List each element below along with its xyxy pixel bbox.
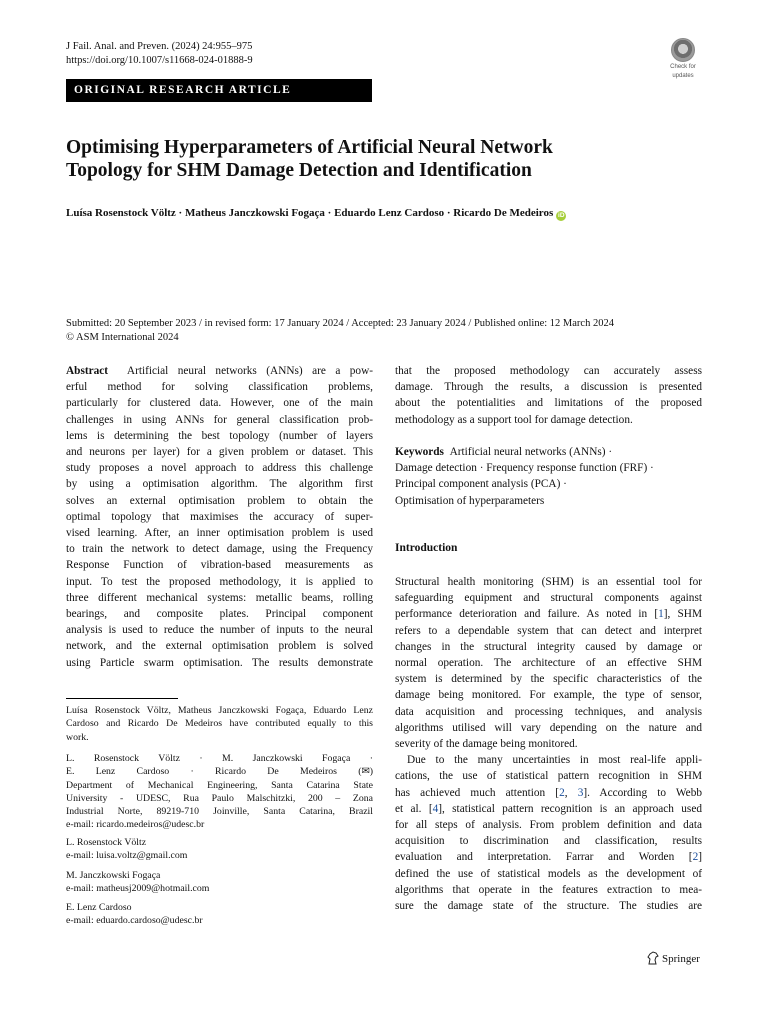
intro-line: changes in the structural integrity caused by damage or: [395, 640, 702, 653]
keywords-block: [395, 444, 702, 509]
title-line-2: Topology for SHM Damage Detection and Identification: [66, 160, 532, 181]
keywords-heading: Keywords: [395, 446, 444, 458]
abstract-line: erful method for solving classification problems,: [66, 381, 373, 394]
abstract-line: that the proposed methodology can accurately assess: [395, 365, 702, 377]
intro-line: algorithms utilised will vary depending on the nature and: [395, 721, 702, 734]
footnote-line: Luísa Rosenstock Völtz, Matheus Janczkowski Fogaça, Eduardo Lenz: [66, 705, 373, 716]
article-type-label: ORIGINAL RESEARCH ARTICLE: [74, 84, 292, 96]
contact-name: M. Janczkowski Fogaça: [66, 869, 161, 881]
introduction-body: [395, 574, 702, 914]
abstract-block: [66, 363, 373, 671]
affiliation-block: [66, 752, 373, 832]
intro-line: defined the use of statistical models as the development of: [395, 867, 702, 880]
abstract-continuation: [395, 363, 702, 428]
abstract-line: by using a optimisation algorithm. The algorithm first: [66, 478, 373, 491]
affiliation-line: University - UDESC, Rua Paulo Malschitzki, 200 – Zona: [66, 792, 373, 804]
citation-link[interactable]: 2: [692, 851, 699, 864]
equal-contribution-note: [66, 704, 373, 744]
abstract-line: three different mechanical systems: metallic beams, rolling: [66, 591, 373, 604]
keyword-line: Optimisation of hyperparameters: [395, 494, 545, 507]
intro-line: normal operation. The architecture of an effective SHM: [395, 657, 702, 670]
citation-link[interactable]: 1: [658, 608, 664, 621]
abstract-line: solves an external optimisation problem to obtain the: [66, 494, 373, 507]
copyright-line: © ASM International 2024: [66, 332, 179, 343]
intro-line: severity of the damage being monitored.: [395, 738, 578, 751]
check-for-updates-icon: [671, 38, 695, 62]
check-for-updates-badge[interactable]: [664, 38, 702, 79]
orcid-icon[interactable]: iD: [558, 212, 565, 219]
intro-line: data acquisition and processing techniques, and analysis: [395, 705, 702, 718]
keyword-line: Damage detection · Frequency response function (FRF) ·: [395, 462, 654, 475]
affiliation-line: L. Rosenstock Völtz · M. Janczkowski Fogaça ·: [66, 753, 373, 764]
abstract-line: and neurons per layer) for a given problem or dataset. This: [66, 446, 373, 459]
affiliation-line: Industrial Norte, 89219-710 Joinville, Santa Catarina, Brazil: [66, 806, 373, 818]
article-type-banner: [66, 79, 372, 102]
abstract-line: Response Function of vibration-based measurements as: [66, 559, 373, 572]
keyword-line: Principal component analysis (PCA) ·: [395, 478, 567, 491]
author-list: [66, 206, 716, 221]
intro-line: evaluation and interpretation. Farrar and Worden [2]: [395, 851, 702, 864]
abstract-line: Abstract Artificial neural networks (ANNs) are a pow-: [66, 365, 373, 377]
abstract-line: damage. Through the results, a discussion is presented: [395, 381, 702, 394]
citation-link[interactable]: 2: [559, 786, 565, 799]
abstract-line: vised learning. After, an inner optimisation problem is used: [66, 527, 373, 540]
abstract-line: input. To test the proposed methodology, it is applied to: [66, 575, 373, 588]
intro-line: damage being monitored. For example, the type of sensor,: [395, 689, 702, 702]
paper-title: [66, 136, 706, 182]
abstract-line: bearings, and composite plates. Principal component: [66, 608, 373, 621]
introduction-heading: Introduction: [395, 542, 458, 554]
abstract-line: about the potentialities and limitations of the proposed: [395, 397, 702, 410]
contact-name: E. Lenz Cardoso: [66, 902, 132, 914]
footnote-line: work.: [66, 731, 89, 743]
intro-line: for all steps of analysis. From problem definition and data: [395, 819, 702, 832]
intro-line: cations, the use of statistical pattern recognition in SHM: [395, 770, 702, 783]
abstract-line: network, and the external optimisation problem is solved: [66, 640, 373, 653]
intro-line: has achieved much attention [2, 3]. According to Webb: [395, 786, 702, 799]
intro-line: Due to the many uncertainties in most real-life appli-: [407, 754, 702, 767]
publisher-name: Springer: [662, 953, 700, 965]
keyword-line: Artificial neural networks (ANNs) ·: [449, 446, 613, 458]
intro-line: performance deterioration and failure. As noted in [1], SHM: [395, 608, 702, 621]
contact-name: L. Rosenstock Völtz: [66, 837, 147, 848]
authors-text: Luísa Rosenstock Völtz · Matheus Janczkowski Fogaça · Eduardo Lenz Cardoso · Ricardo De Medeiros: [66, 207, 554, 219]
intro-line: sure the damage state of the structure. The studies are: [395, 900, 702, 913]
abstract-line: using Particle swarm optimisation. The results demonstrate: [66, 656, 373, 669]
publication-dates: [66, 317, 706, 345]
abstract-line: methodology as a support tool for damage detection.: [395, 413, 633, 426]
title-line-1: Optimising Hyperparameters of Artificial Neural Network: [66, 137, 553, 158]
author-contact: [66, 901, 373, 928]
contact-block: [66, 836, 373, 934]
intro-line: algorithms that operate in the features extraction to mea-: [395, 883, 702, 896]
contact-email[interactable]: e-mail: luisa.voltz@gmail.com: [66, 850, 188, 862]
abstract-line: analysis is used to reduce the number of inputs to the neural: [66, 624, 373, 637]
intro-line: system is determined by the specific characteristics of the: [395, 673, 702, 686]
footnote-line: Cardoso and Ricardo De Medeiros have contributed equally to this: [66, 718, 373, 730]
dates-line: Submitted: 20 September 2023 / in revised form: 17 January 2024 / Accepted: 23 January 2024 / Published online: 12 March 2024: [66, 318, 614, 329]
abstract-line: particularly for clustered data. However, one of the main: [66, 397, 373, 410]
abstract-line: to train the network to detect damage, using the Frequency: [66, 543, 373, 556]
publisher-logo: [647, 951, 700, 970]
affiliation-line: E. Lenz Cardoso · Ricardo De Medeiros (✉): [66, 766, 373, 778]
contact-email[interactable]: e-mail: eduardo.cardoso@udesc.br: [66, 915, 203, 927]
springer-horse-icon: [647, 951, 659, 970]
affiliation-line: Department of Mechanical Engineering, Santa Catarina State: [66, 779, 373, 791]
footnote-divider: [66, 698, 178, 699]
author-contact: [66, 869, 373, 896]
intro-line: acquisition to discrimination and classification, results: [395, 835, 702, 848]
doi-link[interactable]: https://doi.org/10.1007/s11668-024-01888-9: [66, 55, 253, 66]
abstract-line: lems is determining the best topology (number of layers: [66, 429, 373, 442]
intro-line: refers to a dependable system that can detect and interpret: [395, 624, 702, 637]
abstract-line: optimal topology that maximises the accuracy of super-: [66, 510, 373, 523]
abstract-line: challenges in using ANNs for general classification prob-: [66, 413, 373, 426]
check-for-updates-label-2: updates: [672, 72, 694, 79]
citation-link[interactable]: 3: [577, 786, 584, 799]
affiliation-line: e-mail: ricardo.medeiros@udesc.br: [66, 819, 205, 831]
abstract-line: study proposes a novel approach to address this challenge: [66, 462, 373, 475]
intro-line: safeguarding equipment and structural components against: [395, 592, 702, 605]
check-for-updates-label-1: Check for: [670, 64, 696, 70]
contact-email[interactable]: e-mail: matheusj2009@hotmail.com: [66, 882, 210, 894]
intro-line: Structural health monitoring (SHM) is an essential tool for: [395, 576, 702, 588]
author-contact: [66, 836, 373, 863]
intro-line: et al. [4], statistical pattern recognition is an approach used: [395, 802, 702, 815]
citation-link[interactable]: 4: [432, 802, 439, 815]
abstract-heading: Abstract: [66, 365, 109, 377]
journal-citation: J Fail. Anal. and Preven. (2024) 24:955–975: [66, 41, 253, 52]
